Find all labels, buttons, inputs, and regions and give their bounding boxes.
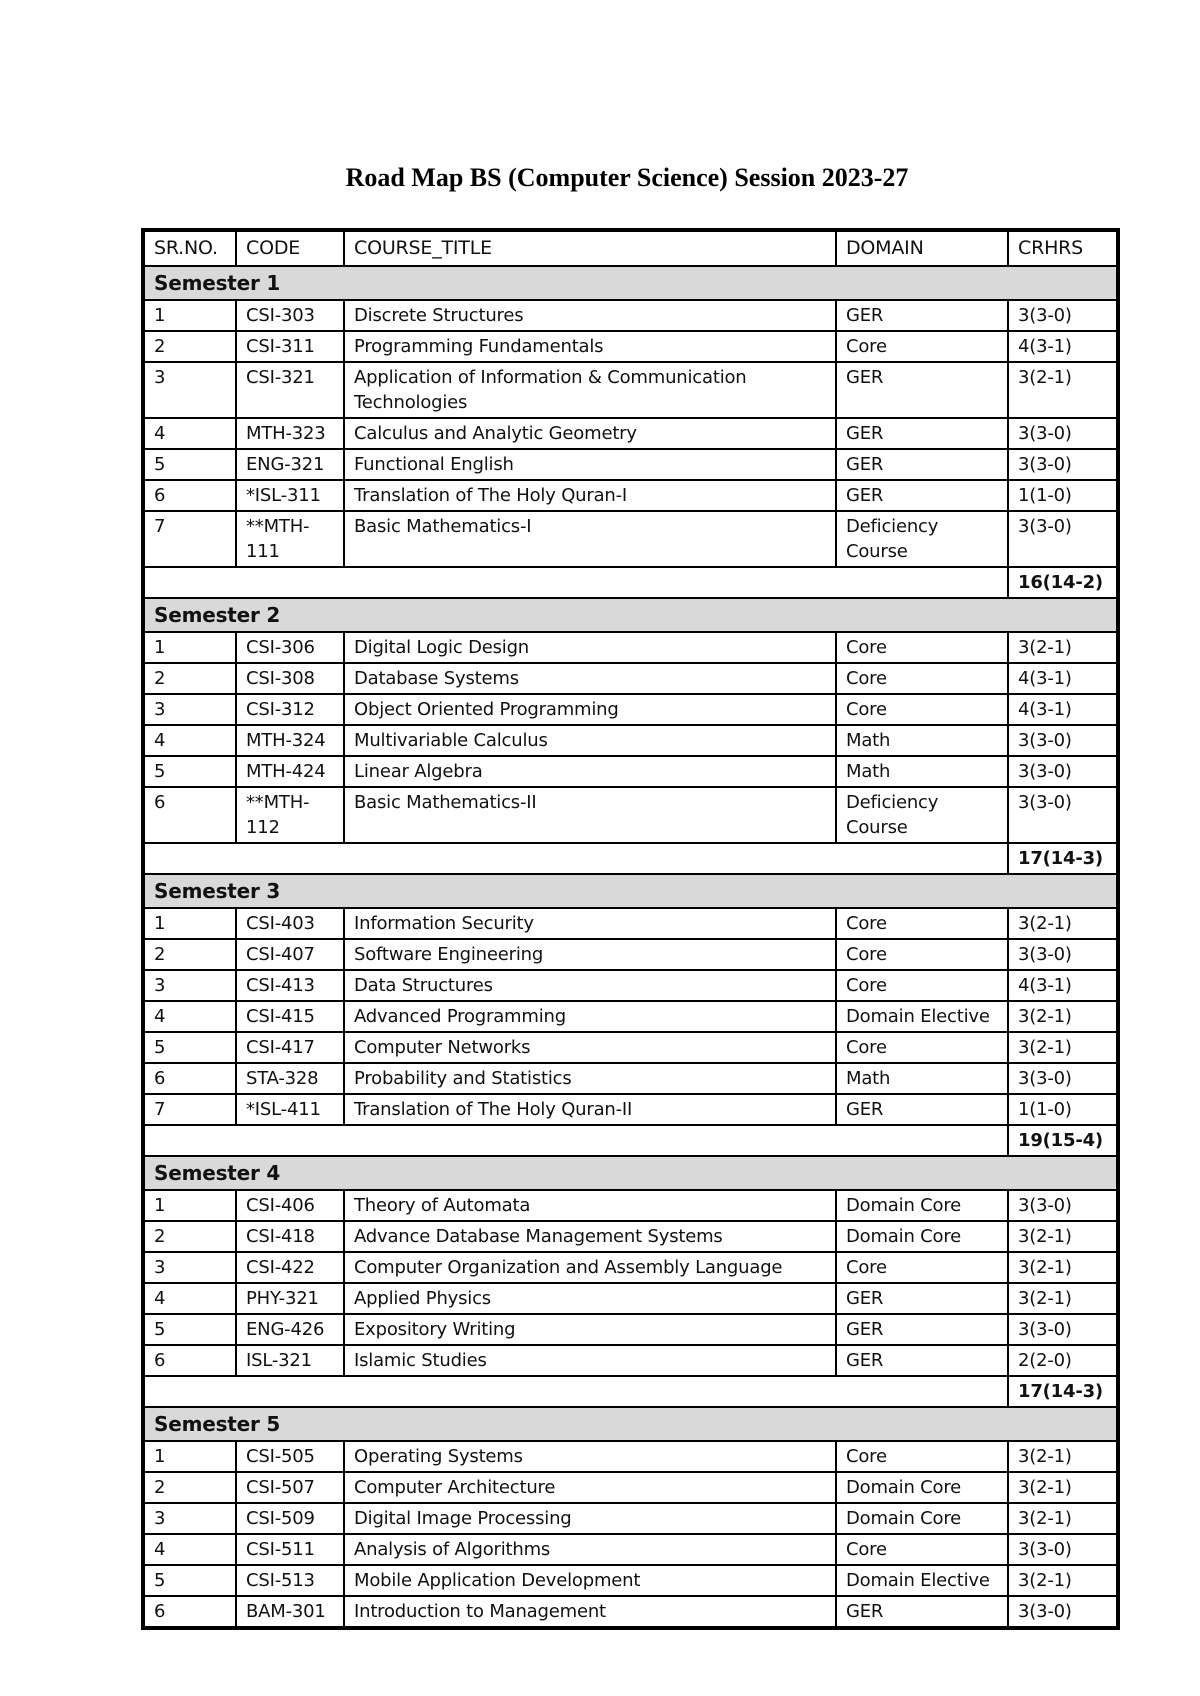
semester-heading: Semester 4 <box>143 1156 1118 1190</box>
table-row <box>143 331 1118 362</box>
table-row <box>143 1345 1118 1376</box>
course-title-cell: Applied Physics <box>344 1283 836 1314</box>
domain-cell: Math <box>836 756 1008 787</box>
sr-no-cell: 3 <box>143 694 236 725</box>
table-row <box>143 1565 1118 1596</box>
domain-cell: Core <box>836 1252 1008 1283</box>
sr-no-cell: 7 <box>143 1094 236 1125</box>
sr-no-cell: 4 <box>143 1001 236 1032</box>
table-row <box>143 1472 1118 1503</box>
course-code-cell: **MTH-111 <box>236 511 344 567</box>
credit-hours-cell: 3(2-1) <box>1008 632 1118 663</box>
credit-hours-cell: 3(3-0) <box>1008 1596 1118 1628</box>
course-code-cell: CSI-312 <box>236 694 344 725</box>
credit-hours-cell: 3(2-1) <box>1008 1503 1118 1534</box>
credit-hours-cell: 4(3-1) <box>1008 331 1118 362</box>
course-title-cell: Translation of The Holy Quran-II <box>344 1094 836 1125</box>
sr-no-cell: 2 <box>143 1472 236 1503</box>
semester-header-row <box>143 266 1118 300</box>
domain-cell: Core <box>836 908 1008 939</box>
total-spacer-cell <box>143 567 1008 598</box>
credit-hours-cell: 3(3-0) <box>1008 300 1118 331</box>
course-code-cell: CSI-406 <box>236 1190 344 1221</box>
table-row <box>143 1596 1118 1628</box>
sr-no-cell: 4 <box>143 1534 236 1565</box>
course-code-cell: CSI-415 <box>236 1001 344 1032</box>
sr-no-cell: 1 <box>143 300 236 331</box>
domain-cell: Core <box>836 663 1008 694</box>
course-title-cell: Introduction to Management <box>344 1596 836 1628</box>
credit-hours-cell: 4(3-1) <box>1008 663 1118 694</box>
semester-total-row <box>143 567 1118 598</box>
roadmap-table <box>141 228 1120 1630</box>
sr-no-cell: 5 <box>143 756 236 787</box>
domain-cell: GER <box>836 418 1008 449</box>
table-row <box>143 970 1118 1001</box>
course-code-cell: CSI-403 <box>236 908 344 939</box>
semester-heading: Semester 1 <box>143 266 1118 300</box>
sr-no-cell: 2 <box>143 663 236 694</box>
semester-total-credits: 16(14-2) <box>1008 567 1118 598</box>
course-code-cell: CSI-407 <box>236 939 344 970</box>
domain-cell: Math <box>836 725 1008 756</box>
domain-cell: Domain Elective <box>836 1565 1008 1596</box>
table-row <box>143 1283 1118 1314</box>
course-code-cell: STA-328 <box>236 1063 344 1094</box>
course-title-cell: Analysis of Algorithms <box>344 1534 836 1565</box>
course-title-cell: Information Security <box>344 908 836 939</box>
table-row <box>143 1252 1118 1283</box>
sr-no-cell: 1 <box>143 908 236 939</box>
table-row <box>143 1063 1118 1094</box>
header-domain: DOMAIN <box>836 230 1008 266</box>
course-code-cell: CSI-306 <box>236 632 344 663</box>
semester-total-row <box>143 1125 1118 1156</box>
table-row <box>143 1441 1118 1472</box>
sr-no-cell: 6 <box>143 1063 236 1094</box>
credit-hours-cell: 4(3-1) <box>1008 970 1118 1001</box>
header-crhrs: CRHRS <box>1008 230 1118 266</box>
table-row <box>143 939 1118 970</box>
credit-hours-cell: 3(2-1) <box>1008 1441 1118 1472</box>
course-code-cell: *ISL-411 <box>236 1094 344 1125</box>
table-row <box>143 1534 1118 1565</box>
course-title-cell: Database Systems <box>344 663 836 694</box>
course-title-cell: Advance Database Management Systems <box>344 1221 836 1252</box>
table-row <box>143 694 1118 725</box>
course-code-cell: ENG-426 <box>236 1314 344 1345</box>
semester-total-credits: 17(14-3) <box>1008 843 1118 874</box>
domain-cell: Core <box>836 939 1008 970</box>
sr-no-cell: 7 <box>143 511 236 567</box>
table-row <box>143 300 1118 331</box>
course-title-cell: Data Structures <box>344 970 836 1001</box>
credit-hours-cell: 3(3-0) <box>1008 939 1118 970</box>
sr-no-cell: 5 <box>143 1032 236 1063</box>
course-title-cell: Advanced Programming <box>344 1001 836 1032</box>
semester-total-row <box>143 1376 1118 1407</box>
course-title-cell: Programming Fundamentals <box>344 331 836 362</box>
table-row <box>143 449 1118 480</box>
credit-hours-cell: 3(3-0) <box>1008 1063 1118 1094</box>
domain-cell: Core <box>836 1534 1008 1565</box>
domain-cell: Math <box>836 1063 1008 1094</box>
semester-heading: Semester 2 <box>143 598 1118 632</box>
total-spacer-cell <box>143 843 1008 874</box>
domain-cell: Core <box>836 970 1008 1001</box>
sr-no-cell: 3 <box>143 1252 236 1283</box>
course-code-cell: ISL-321 <box>236 1345 344 1376</box>
credit-hours-cell: 3(2-1) <box>1008 1472 1118 1503</box>
credit-hours-cell: 1(1-0) <box>1008 1094 1118 1125</box>
sr-no-cell: 6 <box>143 1345 236 1376</box>
course-code-cell: BAM-301 <box>236 1596 344 1628</box>
course-code-cell: CSI-311 <box>236 331 344 362</box>
course-code-cell: CSI-507 <box>236 1472 344 1503</box>
domain-cell: Domain Core <box>836 1472 1008 1503</box>
semester-total-credits: 19(15-4) <box>1008 1125 1118 1156</box>
domain-cell: Core <box>836 632 1008 663</box>
course-title-cell: Discrete Structures <box>344 300 836 331</box>
semester-header-row <box>143 1407 1118 1441</box>
sr-no-cell: 6 <box>143 787 236 843</box>
sr-no-cell: 6 <box>143 1596 236 1628</box>
credit-hours-cell: 3(2-1) <box>1008 1565 1118 1596</box>
sr-no-cell: 1 <box>143 1441 236 1472</box>
course-code-cell: CSI-422 <box>236 1252 344 1283</box>
semester-header-row <box>143 598 1118 632</box>
domain-cell: GER <box>836 1314 1008 1345</box>
credit-hours-cell: 3(3-0) <box>1008 1190 1118 1221</box>
sr-no-cell: 4 <box>143 418 236 449</box>
domain-cell: Domain Core <box>836 1221 1008 1252</box>
credit-hours-cell: 3(3-0) <box>1008 449 1118 480</box>
table-row <box>143 1314 1118 1345</box>
sr-no-cell: 1 <box>143 1190 236 1221</box>
course-title-cell: Object Oriented Programming <box>344 694 836 725</box>
credit-hours-cell: 3(2-1) <box>1008 1221 1118 1252</box>
domain-cell: Deficiency Course <box>836 511 1008 567</box>
credit-hours-cell: 1(1-0) <box>1008 480 1118 511</box>
table-row <box>143 756 1118 787</box>
course-code-cell: **MTH-112 <box>236 787 344 843</box>
domain-cell: GER <box>836 480 1008 511</box>
credit-hours-cell: 3(3-0) <box>1008 418 1118 449</box>
domain-cell: Deficiency Course <box>836 787 1008 843</box>
domain-cell: GER <box>836 300 1008 331</box>
domain-cell: Core <box>836 1441 1008 1472</box>
domain-cell: GER <box>836 362 1008 418</box>
course-title-cell: Calculus and Analytic Geometry <box>344 418 836 449</box>
course-title-cell: Islamic Studies <box>344 1345 836 1376</box>
domain-cell: GER <box>836 1283 1008 1314</box>
course-title-cell: Mobile Application Development <box>344 1565 836 1596</box>
course-code-cell: ENG-321 <box>236 449 344 480</box>
course-code-cell: MTH-424 <box>236 756 344 787</box>
domain-cell: Domain Core <box>836 1503 1008 1534</box>
course-title-cell: Expository Writing <box>344 1314 836 1345</box>
credit-hours-cell: 3(3-0) <box>1008 1534 1118 1565</box>
table-row <box>143 511 1118 567</box>
course-title-cell: Computer Organization and Assembly Language <box>344 1252 836 1283</box>
credit-hours-cell: 4(3-1) <box>1008 694 1118 725</box>
course-code-cell: PHY-321 <box>236 1283 344 1314</box>
table-row <box>143 362 1118 418</box>
header-course-title: COURSE_TITLE <box>344 230 836 266</box>
sr-no-cell: 1 <box>143 632 236 663</box>
credit-hours-cell: 3(3-0) <box>1008 511 1118 567</box>
header-sr-no: SR.NO. <box>143 230 236 266</box>
course-code-cell: CSI-321 <box>236 362 344 418</box>
course-code-cell: CSI-413 <box>236 970 344 1001</box>
course-title-cell: Digital Logic Design <box>344 632 836 663</box>
sr-no-cell: 6 <box>143 480 236 511</box>
course-code-cell: CSI-513 <box>236 1565 344 1596</box>
page-title: Road Map BS (Computer Science) Session 2023-27 <box>345 163 909 192</box>
course-title-cell: Basic Mathematics-I <box>344 511 836 567</box>
sr-no-cell: 2 <box>143 331 236 362</box>
credit-hours-cell: 3(2-1) <box>1008 1032 1118 1063</box>
credit-hours-cell: 3(2-1) <box>1008 362 1118 418</box>
table-row <box>143 1094 1118 1125</box>
credit-hours-cell: 3(3-0) <box>1008 787 1118 843</box>
sr-no-cell: 3 <box>143 362 236 418</box>
domain-cell: Core <box>836 694 1008 725</box>
domain-cell: Domain Core <box>836 1190 1008 1221</box>
table-row <box>143 632 1118 663</box>
credit-hours-cell: 3(2-1) <box>1008 908 1118 939</box>
semester-heading: Semester 3 <box>143 874 1118 908</box>
course-title-cell: Operating Systems <box>344 1441 836 1472</box>
credit-hours-cell: 3(3-0) <box>1008 1314 1118 1345</box>
table-row <box>143 725 1118 756</box>
credit-hours-cell: 3(3-0) <box>1008 756 1118 787</box>
domain-cell: GER <box>836 1596 1008 1628</box>
sr-no-cell: 3 <box>143 970 236 1001</box>
domain-cell: GER <box>836 1345 1008 1376</box>
domain-cell: Domain Elective <box>836 1001 1008 1032</box>
course-title-cell: Software Engineering <box>344 939 836 970</box>
course-code-cell: CSI-511 <box>236 1534 344 1565</box>
sr-no-cell: 5 <box>143 449 236 480</box>
semester-total-row <box>143 843 1118 874</box>
course-title-cell: Digital Image Processing <box>344 1503 836 1534</box>
course-code-cell: *ISL-311 <box>236 480 344 511</box>
course-title-cell: Probability and Statistics <box>344 1063 836 1094</box>
total-spacer-cell <box>143 1376 1008 1407</box>
course-code-cell: CSI-505 <box>236 1441 344 1472</box>
sr-no-cell: 2 <box>143 939 236 970</box>
credit-hours-cell: 3(2-1) <box>1008 1283 1118 1314</box>
course-code-cell: CSI-308 <box>236 663 344 694</box>
course-code-cell: CSI-303 <box>236 300 344 331</box>
course-title-cell: Computer Networks <box>344 1032 836 1063</box>
table-row <box>143 1190 1118 1221</box>
course-code-cell: CSI-417 <box>236 1032 344 1063</box>
semester-header-row <box>143 1156 1118 1190</box>
total-spacer-cell <box>143 1125 1008 1156</box>
table-row <box>143 1032 1118 1063</box>
course-title-cell: Functional English <box>344 449 836 480</box>
course-code-cell: MTH-323 <box>236 418 344 449</box>
table-body <box>143 266 1118 1628</box>
table-row <box>143 418 1118 449</box>
course-code-cell: CSI-418 <box>236 1221 344 1252</box>
domain-cell: GER <box>836 449 1008 480</box>
course-title-cell: Basic Mathematics-II <box>344 787 836 843</box>
sr-no-cell: 4 <box>143 1283 236 1314</box>
domain-cell: Core <box>836 1032 1008 1063</box>
table-row <box>143 480 1118 511</box>
credit-hours-cell: 3(3-0) <box>1008 725 1118 756</box>
course-title-cell: Multivariable Calculus <box>344 725 836 756</box>
table-row <box>143 1503 1118 1534</box>
table-row <box>143 1001 1118 1032</box>
domain-cell: GER <box>836 1094 1008 1125</box>
sr-no-cell: 4 <box>143 725 236 756</box>
credit-hours-cell: 3(2-1) <box>1008 1001 1118 1032</box>
course-title-cell: Linear Algebra <box>344 756 836 787</box>
credit-hours-cell: 3(2-1) <box>1008 1252 1118 1283</box>
table-row <box>143 663 1118 694</box>
sr-no-cell: 5 <box>143 1314 236 1345</box>
course-title-cell: Translation of The Holy Quran-I <box>344 480 836 511</box>
course-title-cell: Application of Information & Communication Technologies <box>344 362 836 418</box>
sr-no-cell: 5 <box>143 1565 236 1596</box>
table-row <box>143 908 1118 939</box>
sr-no-cell: 3 <box>143 1503 236 1534</box>
header-row <box>143 230 1118 266</box>
semester-total-credits: 17(14-3) <box>1008 1376 1118 1407</box>
credit-hours-cell: 2(2-0) <box>1008 1345 1118 1376</box>
semester-heading: Semester 5 <box>143 1407 1118 1441</box>
semester-header-row <box>143 874 1118 908</box>
table-row <box>143 787 1118 843</box>
table-row <box>143 1221 1118 1252</box>
header-code: CODE <box>236 230 344 266</box>
course-code-cell: MTH-324 <box>236 725 344 756</box>
course-title-cell: Computer Architecture <box>344 1472 836 1503</box>
course-code-cell: CSI-509 <box>236 1503 344 1534</box>
course-title-cell: Theory of Automata <box>344 1190 836 1221</box>
domain-cell: Core <box>836 331 1008 362</box>
sr-no-cell: 2 <box>143 1221 236 1252</box>
